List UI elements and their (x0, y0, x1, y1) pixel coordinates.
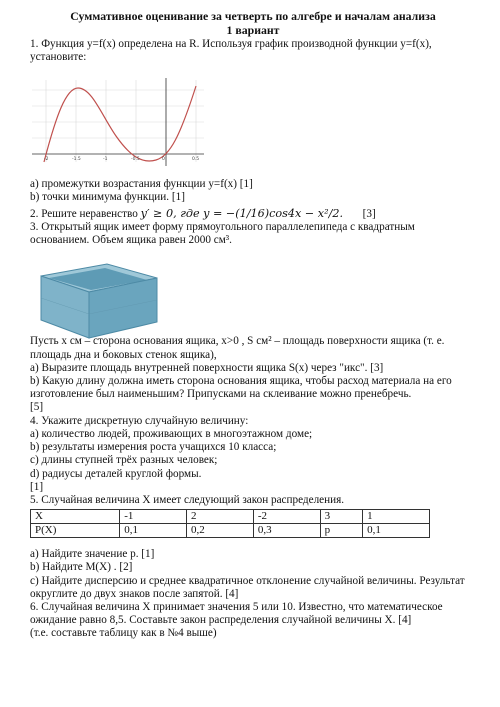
open-box-image (33, 262, 161, 340)
table-cell: 2 (187, 510, 254, 524)
task2-prefix: 2. Решите неравенство (30, 207, 138, 220)
task3-text: 3. Открытый ящик имеет форму прямоугольного параллелепипеда с квадратным основанием. Объем ящика равен 2000 см³. (30, 220, 415, 247)
task2 (30, 207, 476, 221)
task6-note: (т.е. составьте таблицу как в №4 выше) (30, 627, 217, 640)
task4-text: 4. Укажите дискретную случайную величину: (30, 414, 249, 427)
task2-points: [3] (362, 207, 376, 220)
table-row (31, 510, 430, 524)
task5-c: c) Найдите дисперсию и среднее квадратичное отклонение случайной величины. Результат округлите до двух знаков после запятой. [4] (30, 574, 465, 600)
task1-b: b) точки минимума функции. [1] (30, 191, 185, 204)
tick-label: -1.5 (72, 157, 81, 162)
task4-points: [1] (30, 480, 44, 493)
task4-b: b) результаты измерения роста учащихся 10 класса; (30, 441, 277, 454)
task4-d: d) радиусы деталей круглой формы. (30, 467, 202, 480)
table-cell: 3 (320, 510, 363, 524)
tick-label: 0.5 (192, 157, 200, 162)
task4-c: c) длины ступней трёх разных человек; (30, 454, 218, 467)
derivative-curve (44, 86, 196, 162)
tick-label: -1 (103, 157, 108, 162)
document-title: Суммативное оценивание за четверть по алгебре и началам анализа (70, 9, 436, 23)
table-cell: 0,3 (253, 524, 320, 538)
task4-a: a) количество людей, проживающих в многоэтажном доме; (30, 427, 313, 440)
task3-b: b) Какую длину должна иметь сторона основания ящика, чтобы расход материала на его изготовление был наименьшим? Припусками на склеивание можно пренебречь. (30, 375, 452, 401)
graph-grid (32, 80, 204, 162)
task5-b: b) Найдите M(X) . [2] (30, 561, 133, 574)
task5-text: 5. Случайная величина X имеет следующий закон распределения. (30, 493, 345, 506)
table-cell: 0,1 (120, 524, 187, 538)
task3-desc: Пусть x см – сторона основания ящика, x>0 , S см² – площадь поверхности ящика (т. е. площадь дна и боковых стенок ящика), (30, 335, 445, 361)
task2-formula: y′ ≥ 0, где y = −(1/16)cos4x − x²/2. (140, 206, 344, 220)
task1-text: 1. Функция y=f(x) определена на R. Используя график производной функции y=f(x), установите: (30, 37, 432, 64)
distribution-table (30, 509, 430, 538)
table-cell: X (31, 510, 120, 524)
variant-label: 1 вариант (226, 22, 280, 37)
table-cell: -1 (120, 510, 187, 524)
table-cell: P(X) (31, 524, 120, 538)
tick-label: 0 (162, 157, 165, 162)
table-row (31, 524, 430, 538)
table-cell: p (320, 524, 363, 538)
task1-a: a) промежутки возрастания функции y=f(x) [1] (30, 178, 253, 191)
derivative-graph (30, 76, 206, 180)
table-cell: 0,2 (187, 524, 254, 538)
table-cell: 1 (363, 510, 430, 524)
task6-text: 6. Случайная величина X принимает значения 5 или 10. Известно, что математическое ожидание равно 8,5. Составьте закон распределения случайной величины X. [4] (30, 601, 443, 627)
tick-label: -0.5 (131, 157, 140, 162)
table-cell: 0,1 (363, 524, 430, 538)
task3-a: a) Выразите площадь внутренней поверхности ящика S(x) через "икс". [3] (30, 361, 384, 374)
task5-a: a) Найдите значение p. [1] (30, 548, 155, 561)
task3-b-points: [5] (30, 401, 44, 414)
tick-label: -2 (44, 157, 49, 162)
table-cell: -2 (253, 510, 320, 524)
